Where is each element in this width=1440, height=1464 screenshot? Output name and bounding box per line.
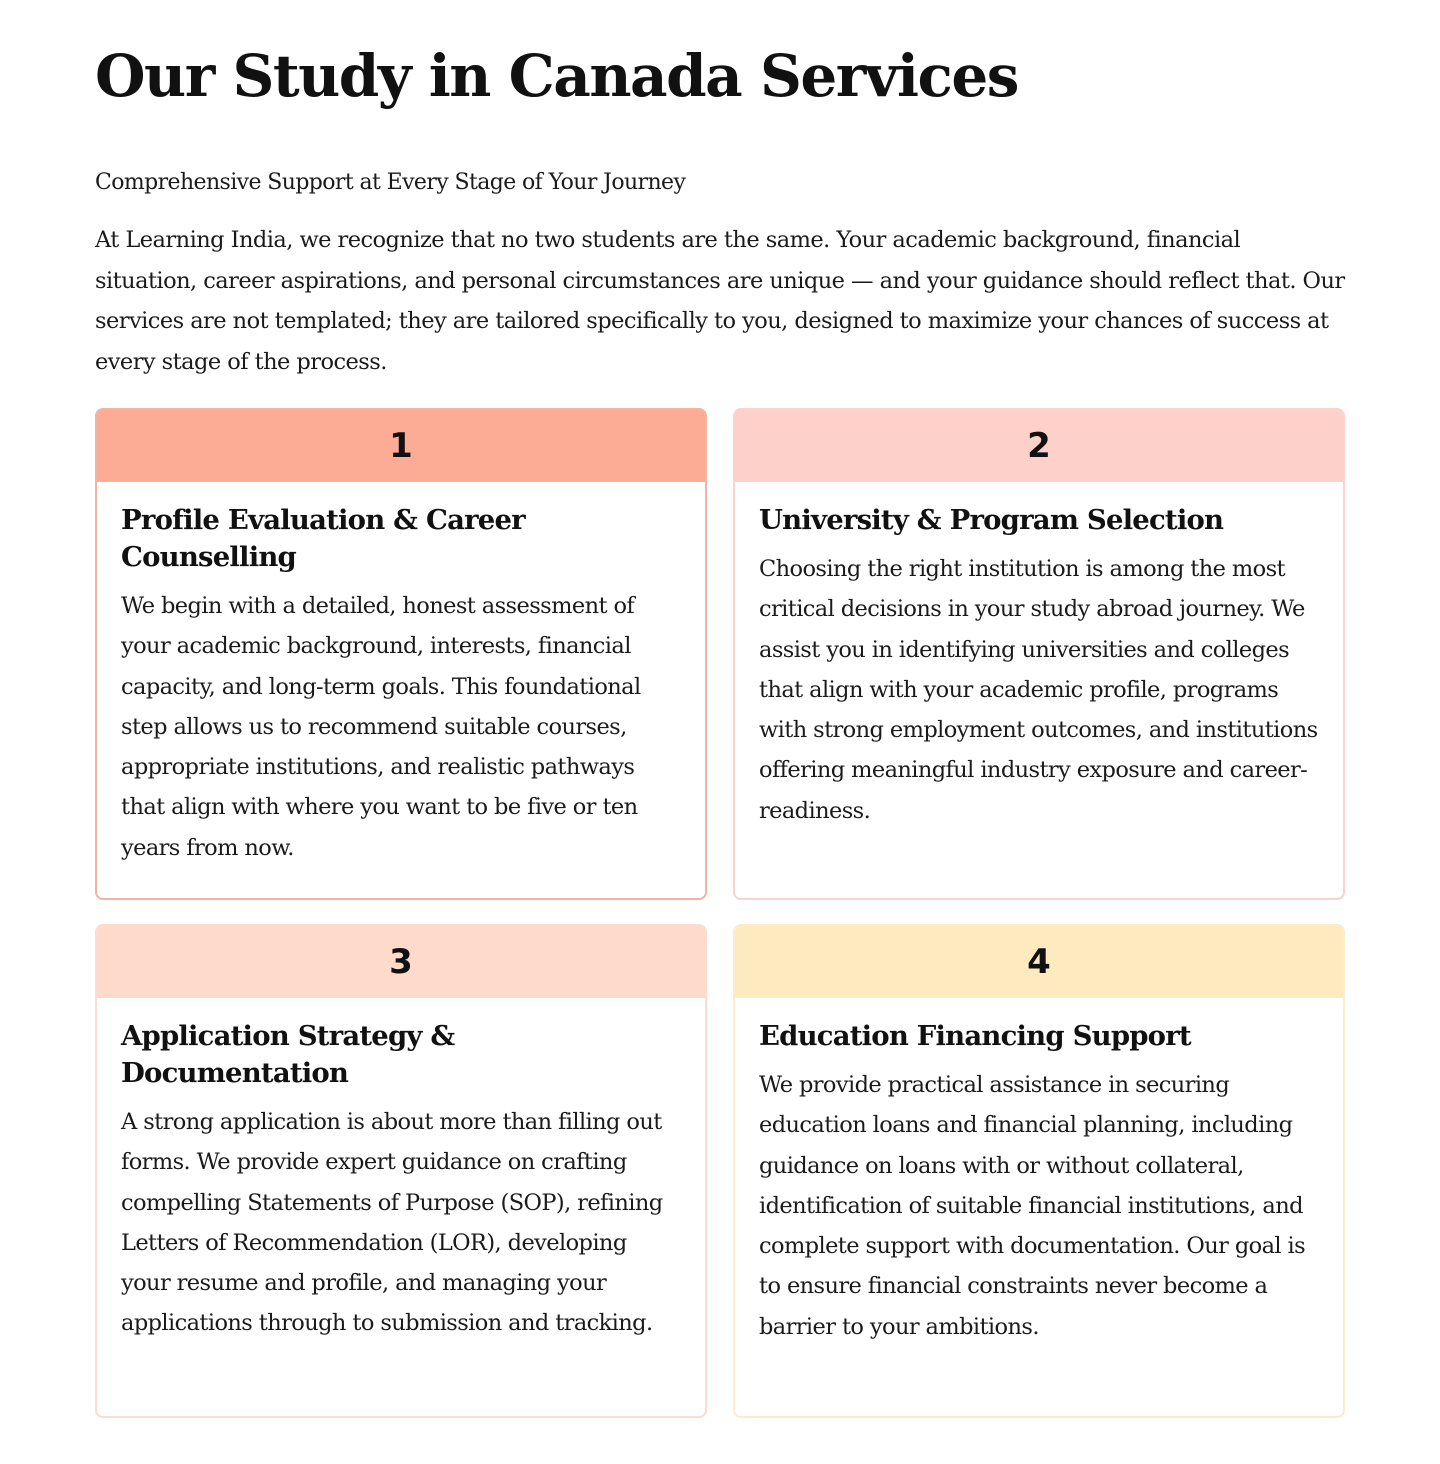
service-description: Choosing the right institution is among the most critical decisions in your study abroad journey. We assist you in identifying universities and colleges that align with your academic profile, programs with strong employment outcomes, and institutions offering meaningful industry exposure and career-readiness.: [759, 556, 1318, 824]
step-number: 2: [1027, 425, 1051, 466]
service-card-4: [733, 924, 1345, 1418]
services-grid: [95, 408, 1345, 1418]
service-title: University & Program Selection: [759, 504, 1224, 536]
intro-paragraph: At Learning India, we recognize that no two students are the same. Your academic background, financial situation, career aspirations, and personal circumstances are unique — and your guidance should reflect that. Our services are not templated; they are tailored specifically to you, designed to maximize your chances of success at every stage of the process.: [95, 227, 1345, 375]
service-card-2: [733, 408, 1345, 900]
service-card-body: [97, 482, 705, 898]
service-card-header: [735, 410, 1343, 482]
step-number: 3: [389, 941, 413, 982]
page-title: Our Study in Canada Services: [95, 42, 1018, 110]
step-number: 1: [389, 425, 413, 466]
service-card-body: [735, 998, 1343, 1416]
service-card-3: [95, 924, 707, 1418]
service-card-1: [95, 408, 707, 900]
step-number: 4: [1027, 941, 1051, 982]
service-title: Profile Evaluation & Career Counselling: [121, 504, 525, 573]
service-title: Education Financing Support: [759, 1020, 1191, 1052]
service-card-body: [97, 998, 705, 1416]
service-description: We begin with a detailed, honest assessment of your academic background, interests, financial capacity, and long-term goals. This foundational step allows us to recommend suitable courses, appropriate institutions, and realistic pathways that align with where you want to be five or ten years from now.: [121, 593, 641, 861]
service-card-header: [97, 410, 705, 482]
service-card-body: [735, 482, 1343, 898]
service-description: We provide practical assistance in securing education loans and financial planning, including guidance on loans with or without collateral, identification of suitable financial institutions, and complete support with documentation. Our goal is to ensure financial constraints never become a barrier to your ambitions.: [759, 1072, 1306, 1340]
service-description: A strong application is about more than filling out forms. We provide expert guidance on crafting compelling Statements of Purpose (SOP), refining Letters of Recommendation (LOR), developing your resume and profile, and managing your applications through to submission and tracking.: [121, 1109, 663, 1337]
page-subtitle: Comprehensive Support at Every Stage of Your Journey: [95, 170, 686, 195]
service-card-header: [735, 926, 1343, 998]
service-card-header: [97, 926, 705, 998]
service-title: Application Strategy & Documentation: [121, 1020, 455, 1089]
